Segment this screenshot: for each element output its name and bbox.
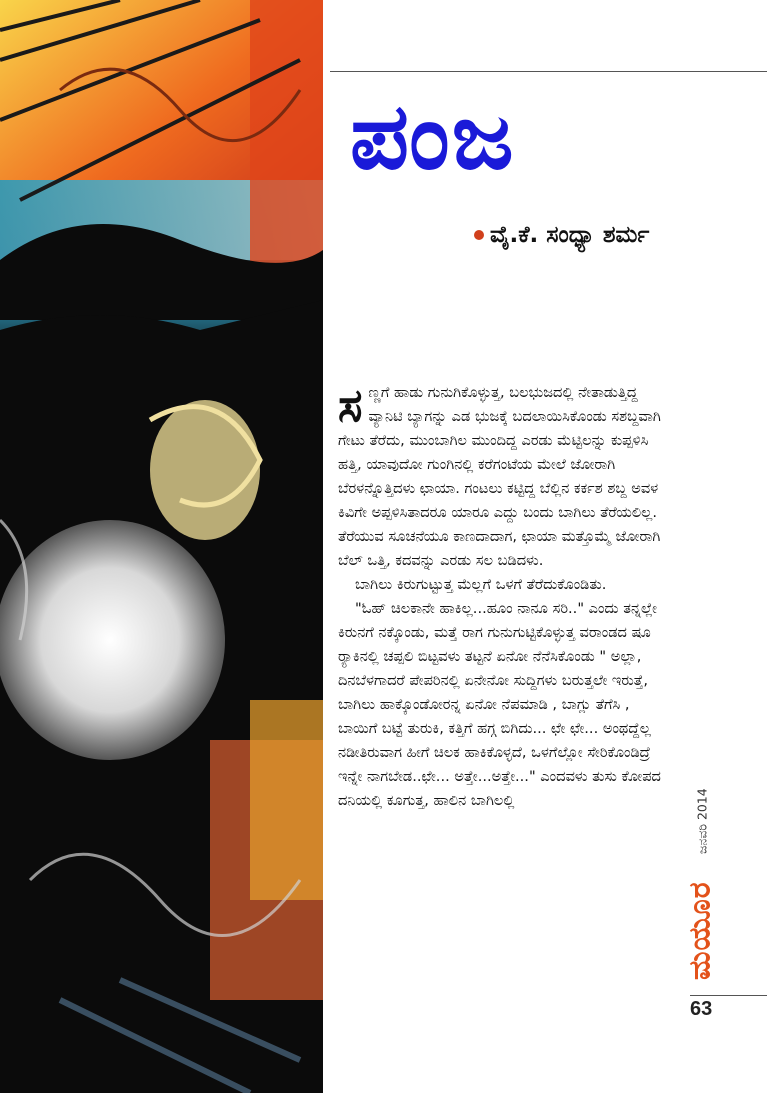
author-name: ವೈ.ಕೆ. ಸಂಧ್ಯಾ ಶರ್ಮ xyxy=(490,222,650,248)
article-title: ಪಂಜ xyxy=(350,83,516,190)
abstract-illustration xyxy=(0,0,323,1093)
bullet-icon xyxy=(474,230,484,240)
magazine-masthead xyxy=(682,775,718,990)
cover-artwork xyxy=(0,0,323,1093)
paragraph: ಬಾಗಿಲು ಕಿರುಗುಟ್ಟುತ್ತ ಮೆಲ್ಲಗೆ ಒಳಗೆ ತೆರೆದುಕೊಂಡಿತು. xyxy=(355,576,607,593)
paragraph xyxy=(338,378,668,573)
issue-date: ಜನವರಿ 2014 xyxy=(694,788,710,854)
drop-cap: ಸ xyxy=(338,378,363,432)
paragraph-text: ಣ್ಣಗೆ ಹಾಡು ಗುನುಗಿಕೊಳ್ಳುತ್ತ, ಬಲಭುಜದಲ್ಲಿ ನೇತಾಡುತ್ತಿದ್ದ ವ್ಯಾನಿಟಿ ಬ್ಯಾಗನ್ನು ಎಡ ಭುಜಕ್ಕೆ ಬದಲಾಯಿಸಿಕೊಂಡು ಸಶಬ್ದವಾಗಿ ಗೇಟು ತೆರೆದು, ಮುಂಬಾಗಿಲ ಮುಂದಿದ್ದ ಎರಡು ಮೆಟ್ಟಿಲನ್ನು ಕುಪ್ಪಳಿಸಿ ಹತ್ತಿ, ಯಾವುದೋ ಗುಂಗಿನಲ್ಲಿ ಕರೆಗಂಟೆಯ ಮೇಲೆ ಜೋರಾಗಿ ಬೆರಳನ್ನೊತ್ತಿದಳು ಛಾಯಾ. ಗಂಟಲು ಕಟ್ಟಿದ್ದ ಬೆಲ್ಲಿನ ಕರ್ಕಶ ಶಬ್ದ ಅವಳ ಕಿವಿಗೇ ಅಪ್ಪಳಿಸಿತಾದರೂ ಯಾರೂ ಎದ್ದು ಬಂದು ಬಾಗಿಲು ತೆರೆಯಲಿಲ್ಲ. ತೆರೆಯುವ ಸೂಚನೆಯೂ ಕಾಣದಾದಾಗ, ಛಾಯಾ ಮತ್ತೊಮ್ಮೆ ಜೋರಾಗಿ ಬೆಲ್ ಒತ್ತಿ, ಕದವನ್ನು ಎರಡು ಸಲ ಬಡಿದಳು. xyxy=(338,384,661,569)
page-number: 63 xyxy=(690,998,713,1020)
paragraph: "ಓಹ್ ಚಿಲಕಾನೇ ಹಾಕಿಲ್ಲ...ಹೂಂ ನಾನೂ ಸರಿ.." ಎಂದು ತನ್ನಲ್ಲೇ ಕಿರುನಗೆ ನಕ್ಕೊಂಡು, ಮತ್ತೆ ರಾಗ ಗುನುಗುಟ್ಟಿಕೊಳ್ಳುತ್ತ ವರಾಂಡದ ಷೂ ರ್‍ಯಾಕಿನಲ್ಲಿ ಚಪ್ಪಲಿ ಬಿಟ್ಟವಳು ತಟ್ಟನೆ ಏನೋ ನೆನೆಸಿಕೊಂಡು " ಅಲ್ಲಾ, ದಿನಬೆಳಗಾದರೆ ಪೇಪರಿನಲ್ಲಿ ಏನೇನೋ ಸುದ್ದಿಗಳು ಬರುತ್ತಲೇ ಇರುತ್ತೆ, ಬಾಗಿಲು ಹಾಕ್ಕೊಂಡೋರನ್ನ ಏನೋ ನೆಪಮಾಡಿ , ಬಾಗ್ಲು ತೆಗೆಸಿ , ಬಾಯಿಗೆ ಬಟ್ಟೆ ತುರುಕಿ, ಕತ್ತಿಗೆ ಹಗ್ಗ ಬಿಗಿದು... ಛೇ ಛೇ... ಅಂಥದ್ದೆಲ್ಲ ನಡೀತಿರುವಾಗ ಹೀಗೆ ಚಿಲಕ ಹಾಕಿಕೊಳ್ಳದೆ, ಒಳಗೆಲ್ಲೋ ಸೇರಿಕೊಂಡಿದ್ರೆ ಇನ್ನೇ ನಾಗಬೇಡ..ಛೇ... ಅತ್ತೇ...ಅತ್ತೇ..." ಎಂದವಳು ತುಸು ಕೋಪದ ದನಿಯಲ್ಲಿ ಕೂಗುತ್ತ, ಹಾಲಿನ ಬಾಗಿಲಲ್ಲಿ xyxy=(338,600,661,809)
article-body xyxy=(338,378,668,813)
magazine-name: ಮಯೂರ xyxy=(682,881,718,981)
header-rule xyxy=(330,71,767,72)
author-byline xyxy=(474,218,649,252)
